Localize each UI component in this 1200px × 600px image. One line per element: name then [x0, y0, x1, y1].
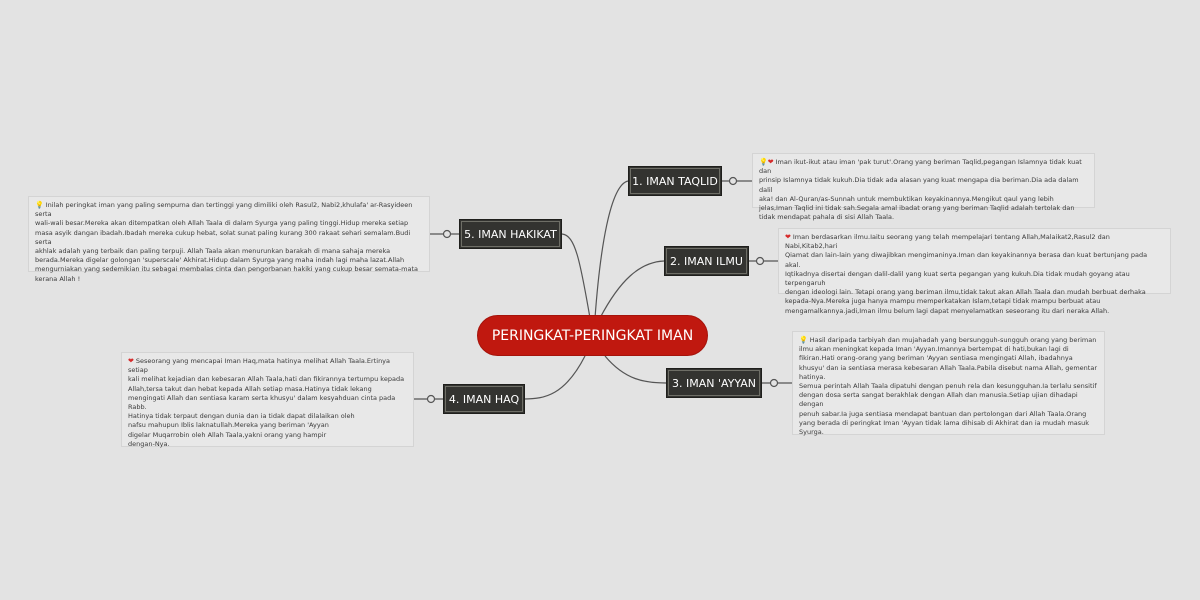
- collapse-toggle-ilmu: [757, 258, 764, 265]
- note-text: Hasil daripada tarbiyah dan mujahadah yang bersungguh-sungguh orang yang beriman ilmu akan meningkat kepada Iman 'Ayyan.Imannya bertempat di hati,bukan lagi di fikiran.Hati orang-orang yang beriman 'Ayyan sentiasa mengingati Allah, ibadahnya khusyu' dan ia sentiasa merasa kebesaran Allah Taala.Pabila disebut nama Allah, gementar hatinya. Semua perintah Allah Taala dipatuhi dengan penuh rela dan kesungguhan.Ia terlalu sensitif dengan dosa serta sangat berakhlak dengan Allah dan manusia.Setiap ujian dihadapi dengan penuh sabar.Ia juga sentiasa mendapat bantuan dan pertolongan dari Allah Taala.Orang yang berada di peringkat Iman 'Ayyan tidak lama dihisab di Akhirat dan ia mudah masuk Syurga.: [799, 336, 1098, 437]
- central-topic[interactable]: PERINGKAT-PERINGKAT IMAN: [477, 315, 708, 356]
- heart-icon: ❤: [767, 158, 774, 166]
- lightbulb-icon: 💡: [35, 201, 44, 209]
- note-iman-ilmu: [778, 228, 1171, 315]
- note-text: Iman ikut-ikut atau iman 'pak turut'.Orang yang beriman Taqlid,pegangan Islamnya tidak kuat dan prinsip Islamnya tidak kukuh.Dia tidak ada alasan yang kuat mengapa dia beriman.Dia ada dalam dalil aka! dan Al-Quran/as-Sunnah untuk membuktikan keyakinannya.Mengikut qaul yang lebih jelas,Iman Taqlid ini tidak sah.Segala amal ibadat orang yang beriman Taqlid adalah tertolak dan tidak mendapat pahala di sisi Allah Taala.: [759, 158, 1082, 222]
- note-text: Iman berdasarkan ilmu.Iaitu seorang yang telah mempelajari tentang Allah,Malaikat2,Rasul2 dan Nabi,Kitab2,hari Qiamat dan lain-lain yang diwajibkan mengimaninya.Iman dan keyakinannya berasa dan kuat bertunjang pada akal. Iqtikadnya disertai dengan dalil-dalil yang kuat serta pegangan yang kukuh.Dia tidak mudah goyang atau terpengaruh dengan ideologi lain. Tetapi orang yang beriman ilmu,tidak takut akan Allah Taala dan mudah berbuat derhaka kepada-Nya.Mereka juga hanya mampu memperkatakan Islam,tetapi tidak mampu berbuat atau mengamalkannya.jadi,Iman ilmu belum lagi dapat menyelamatkan seseorang itu dari neraka Allah.: [785, 233, 1148, 315]
- note-text: Inilah peringkat iman yang paling sempurna dan tertinggi yang dimiliki oleh Rasul2, Nabi2,khulafa' ar-Rasyideen serta wali-wali besar.Mereka akan ditempatkan oleh Allah Taala di dalam Syurga yang paling tinggi.Hidup mereka setiap masa asyik dangan ibadah.Ibadah mereka cukup hebat, solat sunat paling kurang 300 rakaat sehari semalam.Budi serta akhlak adalah yang terbaik dan paling terpuji. Allah Taala akan menurunkan barakah di mana sahaja mereka berada.Mereka digelar golongan 'superscale' Akhirat.Hidup dalam Syurga yang maha indah lagi maha lazat.Allah mengurniakan yang sedemikian itu sebagai membalas cinta dan pengorbanan hakiki yang cukup besar semata-mata kerana Allah !: [35, 201, 419, 283]
- link-ayyan: [605, 356, 666, 383]
- topic-iman-haq[interactable]: 4. IMAN HAQ: [443, 384, 525, 414]
- topic-iman-ilmu[interactable]: 2. IMAN ILMU: [664, 246, 749, 276]
- note-iman-ayyan: [792, 331, 1105, 435]
- heart-icon: ❤: [785, 233, 791, 241]
- note-iman-haq: [121, 352, 414, 447]
- link-haq: [524, 356, 585, 399]
- topic-iman-ayyan[interactable]: 3. IMAN 'AYYAN: [666, 368, 762, 398]
- link-hakikat: [562, 234, 590, 318]
- lightbulb-icon: 💡: [759, 158, 768, 166]
- topic-iman-taqlid[interactable]: 1. IMAN TAQLID: [628, 166, 722, 196]
- collapse-toggle-taqlid: [730, 178, 737, 185]
- note-text: Seseorang yang mencapai Iman Haq,mata hatinya melihat Allah Taala.Ertinya setiap kali melihat kejadian dan kebesaran Allah Taala,hati dan fikirannya tertumpu kepada Allah,tersa takut dan hebat kepada Allah setiap masa.Hatinya tidak lekang mengingati Allah dan sentiasa karam serta khusyu' dalam kesyahduan cinta pada Rabb. Hatinya tidak terpaut dengan dunia dan ia tidak dapat dilalaikan oleh nafsu mahupun Iblis laknatullah.Mereka yang beriman 'Ayyan digelar Muqarrobin oleh Allah Taala,yakni orang yang hampir dengan-Nya.: [128, 357, 405, 448]
- note-iman-hakikat: [28, 196, 430, 283]
- note-iman-taqlid: [752, 153, 1095, 222]
- collapse-toggle-ayyan: [771, 380, 778, 387]
- heart-icon: ❤: [128, 357, 134, 365]
- topic-iman-hakikat[interactable]: 5. IMAN HAKIKAT: [459, 219, 562, 249]
- collapse-toggle-hakikat: [444, 231, 451, 238]
- link-ilmu: [600, 261, 664, 318]
- lightbulb-icon: 💡: [799, 336, 808, 344]
- collapse-toggle-haq: [428, 396, 435, 403]
